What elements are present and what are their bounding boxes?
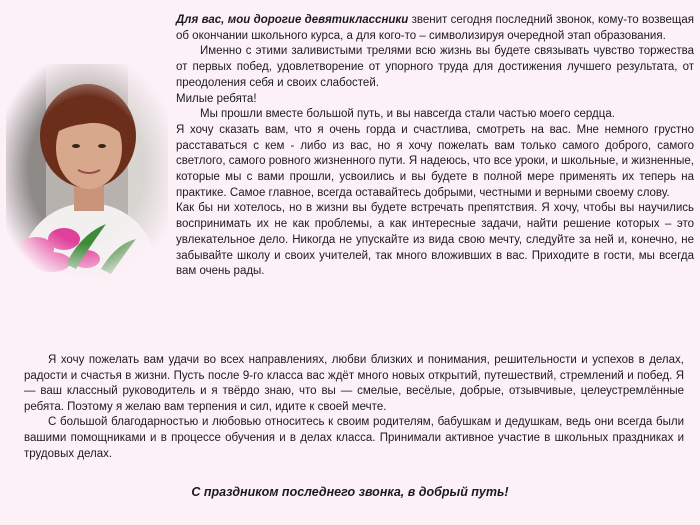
letter-bottom — [24, 353, 684, 462]
greeting-paragraph — [176, 13, 694, 44]
paragraph-3: Милые ребята! — [176, 92, 257, 105]
greeting-rest: звенит сегодня последний звонок, кому-то возвещая об окончании школьного курса, а для кого-то – символизируя очередной этап образования. — [176, 14, 694, 42]
paragraph-5: Я хочу сказать вам, что я очень горда и счастлива, смотреть на вас. Мне немного грустно расставаться с кем - либо из вас, но я хочу пожелать вам только самого доброго, самого светлого, самого ровного жизненного пути. Я надеюсь, что все уроки, и школьные, и жизненные, которые мы с вами прошли, усвоились и вы будете в полной мере применять их теперь на практике. Самое главное, всегда оставайтесь добрыми, честными и верными своему слову. — [176, 123, 694, 199]
paragraph-2: Именно с этими заливистыми трелями всю жизнь вы будете связывать чувство торжества от первых побед, удовлетворение от упорного труда для достижения лучшего результата, от преодоления себя и своих слабостей. — [176, 45, 694, 89]
portrait-image — [6, 64, 168, 276]
paragraph-4: Мы прошли вместе большой путь, и вы навсегда стали частью моего сердца. — [200, 108, 615, 121]
paragraph-8: С большой благодарностью и любовью относитесь к своим родителям, бабушкам и дедушкам, ведь они всегда были вашими помощниками и в процессе обучения и в делах класса. Принимали активное участие в школьных праздниках и трудовых делах. — [24, 416, 684, 460]
letter-top — [176, 13, 694, 280]
greeting-lead: Для вас, мои дорогие девятиклассники — [176, 14, 409, 26]
teacher-photo — [6, 64, 168, 276]
paragraph-7: Я хочу пожелать вам удачи во всех направлениях, любви близких и понимания, решительности и успехов в делах, радости и счастья в жизни. Пусть после 9-го класса вас ждёт много новых открытий, путешествий, стремлений и побед. Я — ваш классный руководитель и я твёрдо знаю, что вы — смелые, весёлые, добрые, отзывчивые, целеустремлённые ребята. Поэтому я желаю вам терпения и сил, идите к своей мечте. — [24, 354, 684, 413]
paragraph-6: Как бы ни хотелось, но в жизни вы будете встречать препятствия. Я хочу, чтобы вы научились воспринимать их не как проблемы, а как интересные задачи, найти решение которых – это увлекательное дело. Никогда не упускайте из вида свою мечту, следуйте за ней и, конечно, не забывайте школу и своих учителей, так много вложивших в вас. Приходите в гости, мы всегда вам очень рады. — [176, 202, 694, 278]
closing-line: С праздником последнего звонка, в добрый путь! — [191, 485, 509, 499]
